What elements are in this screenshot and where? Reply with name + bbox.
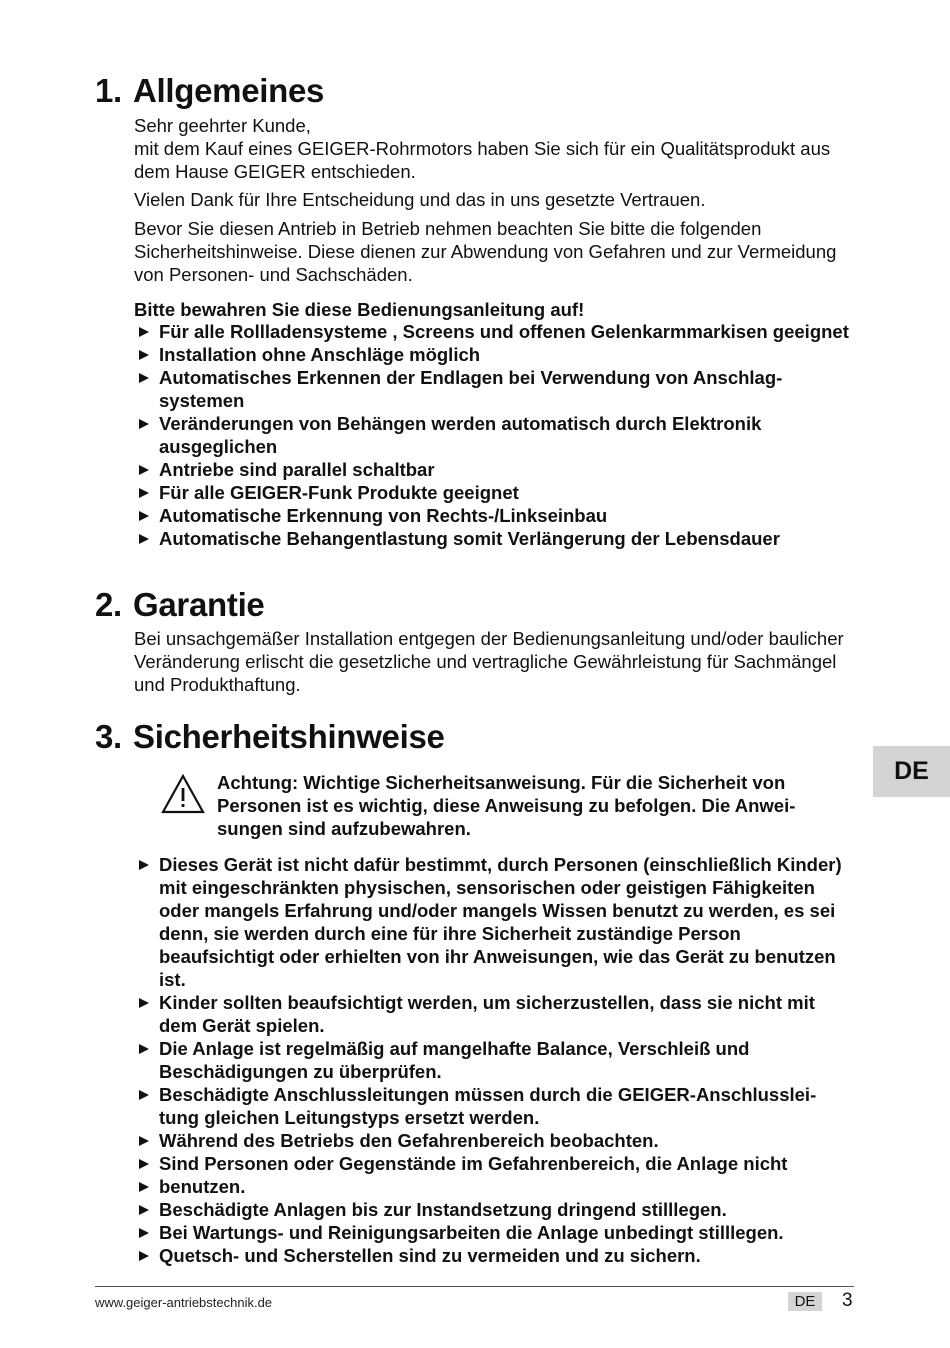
list-item: Beschädigte Anlagen bis zur Instandsetzung dringend stilllegen. [134, 1198, 849, 1221]
bullet-arrow-icon [139, 373, 149, 383]
bullet-arrow-icon [139, 511, 149, 521]
footer-url: www.geiger-antriebstechnik.de [95, 1295, 273, 1310]
warning-triangle-icon [160, 773, 206, 815]
bullet-arrow-icon [139, 1044, 149, 1054]
safety-warning-text: Achtung: Wichtige Sicherheitsanweisung. Für die Sicherheit von Personen ist es wichtig, diese Anweisung zu befolgen. Die Anweisungen sind aufzubewahren. [217, 772, 796, 839]
list-item: Antriebe sind parallel schaltbar [134, 458, 849, 481]
safety-intro-paragraph: Bevor Sie diesen Antrieb in Betrieb nehmen beachten Sie bitte die folgenden Sicherheitshinweise. Diese dienen zur Abwendung von Gefahren und zur Vermeidung von Personen- und Sachschäden. [134, 218, 837, 285]
list-item: Bei Wartungs- und Reinigungsarbeiten die Anlage unbedingt stilllegen. [134, 1221, 849, 1244]
bullet-arrow-icon [139, 534, 149, 544]
list-item: Installation ohne Anschläge möglich [134, 343, 849, 366]
page-number: 3 [842, 1290, 853, 1311]
bullet-arrow-icon [139, 1182, 149, 1192]
bullet-arrow-icon [139, 488, 149, 498]
keep-manual-notice: Bitte bewahren Sie diese Bedienungsanleitung auf! [134, 299, 585, 320]
feature-list [134, 320, 849, 550]
intro-paragraph: mit dem Kauf eines GEIGER-Rohrmotors haben Sie sich für ein Qualitätsprodukt aus dem Hause GEIGER entschieden. [134, 138, 831, 182]
bullet-arrow-icon [139, 419, 149, 429]
section-title: Garantie [133, 586, 265, 623]
bullet-arrow-icon [139, 1090, 149, 1100]
language-side-tab: DE [873, 746, 950, 797]
list-item: Automatische Behangentlastung somit Verlängerung der Lebensdauer [134, 527, 849, 550]
greeting: Sehr geehrter Kunde, [134, 115, 311, 136]
list-item: Kinder sollten beaufsichtigt werden, um sicherzustellen, dass sie nicht mit dem Gerät spielen. [134, 991, 849, 1037]
footer-language-badge: DE [788, 1292, 822, 1311]
bullet-arrow-icon [139, 1251, 149, 1261]
bullet-arrow-icon [139, 860, 149, 870]
section-heading-garantie [95, 586, 265, 624]
list-item: Automatische Erkennung von Rechts-/Linkseinbau [134, 504, 849, 527]
list-item: Während des Betriebs den Gefahrenbereich beobachten. [134, 1129, 849, 1152]
bullet-arrow-icon [139, 1205, 149, 1215]
section-title: Sicherheitshinweise [133, 718, 445, 755]
bullet-arrow-icon [139, 1228, 149, 1238]
list-item: benutzen. [134, 1175, 849, 1198]
safety-list [134, 853, 849, 1267]
footer-divider [95, 1286, 854, 1287]
warranty-paragraph: Bei unsachgemäßer Installation entgegen der Bedienungsanleitung und/oder baulicher Veränderung erlischt die gesetzliche und vertragliche Gewährleistung für Sachmängel und Produkthaftung. [134, 628, 844, 695]
section-title: Allgemeines [133, 72, 325, 109]
bullet-arrow-icon [139, 1159, 149, 1169]
list-item: Dieses Gerät ist nicht dafür bestimmt, durch Personen (einschließlich Kinder) mit eingeschränkten physischen, sensorischen oder geistigen Fähigkeiten oder mangels Erfahrung und/oder mangels Wissen benutzt zu werden, es sei denn, sie werden durch eine für ihre Sicherheit zuständige Person beaufsichtigt oder erhielten von ihr Anweisungen, wie das Gerät zu benutzen ist. [134, 853, 849, 991]
list-item: Für alle Rollladensysteme , Screens und offenen Gelenkarmmarkisen geeignet [134, 320, 849, 343]
bullet-arrow-icon [139, 350, 149, 360]
thanks-paragraph: Vielen Dank für Ihre Entscheidung und das in uns gesetzte Vertrauen. [134, 189, 706, 210]
list-item: Quetsch- und Scherstellen sind zu vermeiden und zu sichern. [134, 1244, 849, 1267]
bullet-arrow-icon [139, 327, 149, 337]
list-item: Veränderungen von Behängen werden automatisch durch Elektronik ausgeglichen [134, 412, 849, 458]
section-heading-allgemeines [95, 72, 324, 110]
section-heading-sicherheitshinweise [95, 718, 445, 756]
section-number: 3. [95, 718, 122, 755]
list-item: Automatisches Erkennen der Endlagen bei Verwendung von Anschlagsystemen [134, 366, 849, 412]
bullet-arrow-icon [139, 998, 149, 1008]
bullet-arrow-icon [139, 1136, 149, 1146]
section-number: 1. [95, 72, 122, 109]
list-item: Die Anlage ist regelmäßig auf mangelhafte Balance, Verschleiß und Beschädigungen zu überprüfen. [134, 1037, 849, 1083]
list-item: Für alle GEIGER-Funk Produkte geeignet [134, 481, 849, 504]
bullet-arrow-icon [139, 465, 149, 475]
list-item: Beschädigte Anschlussleitungen müssen durch die GEIGER-Anschlussleitung gleichen Leitungstyps ersetzt werden. [134, 1083, 849, 1129]
list-item: Sind Personen oder Gegenstände im Gefahrenbereich, die Anlage nicht [134, 1152, 849, 1175]
section-number: 2. [95, 586, 122, 623]
